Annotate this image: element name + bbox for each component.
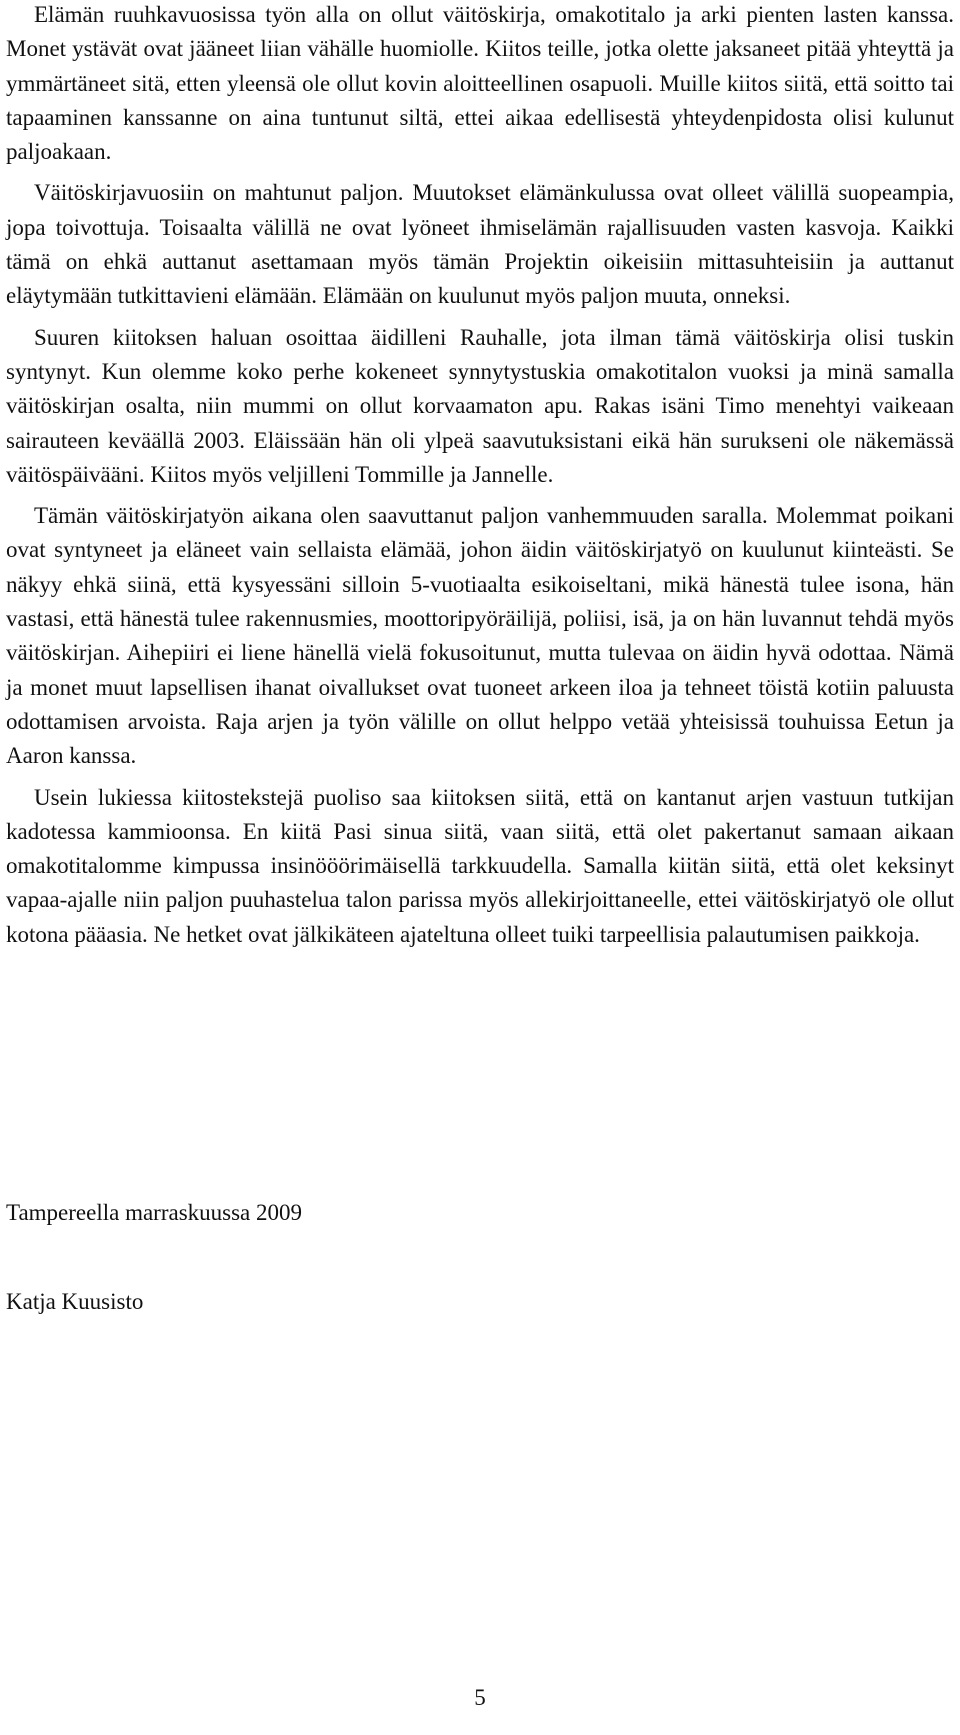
- acknowledgements-body: [6, 0, 954, 959]
- author-signature: Katja Kuusisto: [6, 1289, 144, 1314]
- paragraph-4: Tämän väitöskirjatyön aikana olen saavuttanut paljon vanhemmuuden saralla. Molemmat poikani ovat syntyneet ja eläneet vain sellaista elämää, johon äidin väitöskirjatyö on kuulunut kiinteästi. Se näkyy ehkä siinä, että kysyessäni silloin 5-vuotiaalta esikoiseltani, mikä hänestä tulee isona, hän vastasi, että hänestä tulee rakennusmies, moottoripyöräilijä, poliisi, isä, ja on hän luvannut tehdä myös väitöskirjan. Aihepiiri ei liene hänellä vielä fokusoitunut, mutta tulevaa on äidin hyvä odottaa. Nämä ja monet muut lapsellisen ihanat oivallukset ovat tuoneet arkeen iloa ja tehneet töistä kotiin paluusta odottamisen arvoista. Raja arjen ja työn välille on ollut helppo vetää yhteisissä touhuissa Eetun ja Aaron kanssa.: [6, 503, 954, 769]
- paragraph-3: Suuren kiitoksen haluan osoittaa äidilleni Rauhalle, jota ilman tämä väitöskirja olisi tuskin syntynyt. Kun olemme koko perhe kokeneet synnytystuskia omakotitalon vuoksi ja minä samalla väitöskirjan osalta, niin mummi on ollut korvaamaton apu. Rakas isäni Timo menehtyi vaikeaan sairauteen keväällä 2003. Eläissään hän oli ylpeä saavutuksistani eikä hän surukseni ole näkemässä väitöspäivääni. Kiitos myös veljilleni Tommille ja Jannelle.: [6, 324, 954, 487]
- page-number: 5: [474, 1685, 486, 1710]
- place-and-date: Tampereella marraskuussa 2009: [6, 1200, 303, 1225]
- paragraph-2: Väitöskirjavuosiin on mahtunut paljon. Muutokset elämänkulussa ovat olleet välillä suopeampia, jopa toivottuja. Toisaalta välillä ne ovat lyöneet ihmiselämän rajallisuuden vasten kasvoja. Kaikki tämä on ehkä auttanut asettamaan myös tämän Projektin oikeisiin mittasuhteisiin ja auttanut eläytymään tutkittavieni elämään. Elämään on kuulunut myös paljon muuta, onneksi.: [6, 180, 954, 309]
- paragraph-5: Usein lukiessa kiitostekstejä puoliso saa kiitoksen siitä, että on kantanut arjen vastuun tutkijan kadotessa kammioonsa. En kiitä Pasi sinua siitä, vaan siitä, että olet pakertanut samaan aikaan omakotitalomme kimpussa insinööörimäisellä tarkkuudella. Samalla kiitän siitä, että olet keksinyt vapaa-ajalle niin paljon puuhastelua talon parissa myös allekirjoittaneelle, ettei väitöskirjatyö ole ollut kotona pääasia. Ne hetket ovat jälkikäteen ajateltuna olleet tuiki tarpeellisia palautumisen paikkoja.: [6, 784, 954, 947]
- paragraph-1: Elämän ruuhkavuosissa työn alla on ollut väitöskirja, omakotitalo ja arki pienten lasten kanssa. Monet ystävät ovat jääneet liian vähälle huomiolle. Kiitos teille, jotka olette jaksaneet pitää yhteyttä ja ymmärtäneet sitä, etten yleensä ole ollut kovin aloitteellinen osapuoli. Muille kiitos siitä, että soitto tai tapaaminen kanssanne on aina tuntunut siltä, ettei aikaa edellisestä yhteydenpidosta olisi kulunut paljoakaan.: [6, 2, 954, 165]
